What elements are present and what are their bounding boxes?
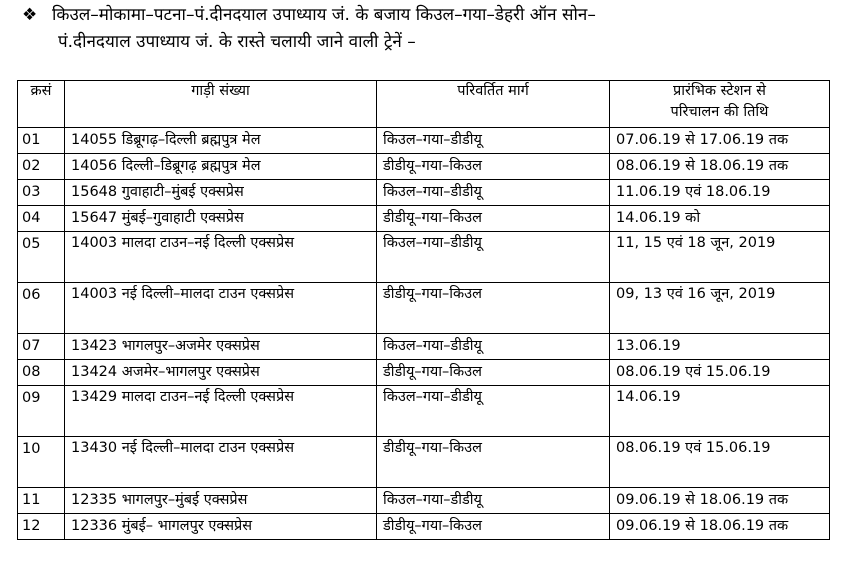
header-serial: क्रसं (18, 81, 65, 128)
train-name: 13430 नई दिल्ली–मालदा टाउन एक्सप्रेस (65, 437, 377, 488)
table-row (18, 437, 830, 488)
run-date: 09.06.19 से 18.06.19 तक (610, 488, 830, 514)
heading-text-1: किउल–मोकामा–पटना–पं.दीनदयाल उपाध्याय जं. के बजाय किउल–गया–डेहरी ऑन सोन– (52, 5, 596, 25)
row-number: 05 (18, 232, 65, 283)
run-date: 11, 15 एवं 18 जून, 2019 (610, 232, 830, 283)
header-date-line-1: प्रारंभिक स्टेशन से (673, 83, 766, 99)
train-name: 13429 मालदा टाउन–नई दिल्ली एक्सप्रेस (65, 386, 377, 437)
run-date: 14.06.19 को (610, 206, 830, 232)
row-number: 09 (18, 386, 65, 437)
train-diversion-table (17, 80, 830, 540)
table-row (18, 154, 830, 180)
table-row (18, 386, 830, 437)
table-row (18, 232, 830, 283)
train-name: 14055 डिब्रूगढ़–दिल्ली ब्रह्मपुत्र मेल (65, 128, 377, 154)
train-name: 14003 मालदा टाउन–नई दिल्ली एक्सप्रेस (65, 232, 377, 283)
train-name: 14056 दिल्ली–डिब्रूगढ़ ब्रह्मपुत्र मेल (65, 154, 377, 180)
run-date: 11.06.19 एवं 18.06.19 (610, 180, 830, 206)
heading-line-1 (22, 2, 838, 29)
run-date: 14.06.19 (610, 386, 830, 437)
row-number: 01 (18, 128, 65, 154)
table-row (18, 514, 830, 540)
train-name: 15647 मुंबई–गुवाहाटी एक्सप्रेस (65, 206, 377, 232)
table-row (18, 488, 830, 514)
diverted-route: डीडीयू–गया–किउल (377, 514, 610, 540)
run-date: 09.06.19 से 18.06.19 तक (610, 514, 830, 540)
diverted-route: किउल–गया–डीडीयू (377, 232, 610, 283)
row-number: 03 (18, 180, 65, 206)
row-number: 07 (18, 334, 65, 360)
train-name: 12336 मुंबई– भागलपुर एक्सप्रेस (65, 514, 377, 540)
header-train: गाड़ी संख्या (65, 81, 377, 128)
row-number: 02 (18, 154, 65, 180)
train-name: 13423 भागलपुर–अजमेर एक्सप्रेस (65, 334, 377, 360)
header-date-line-2: परिचालन की तिथि (670, 104, 769, 120)
table-row (18, 334, 830, 360)
header-route: परिवर्तित मार्ग (377, 81, 610, 128)
row-number: 04 (18, 206, 65, 232)
run-date: 08.06.19 एवं 15.06.19 (610, 360, 830, 386)
heading-line-2: पं.दीनदयाल उपाध्याय जं. के रास्ते चलायी जाने वाली ट्रेनें – (58, 32, 416, 52)
diverted-route: किउल–गया–डीडीयू (377, 386, 610, 437)
notice-heading (22, 2, 838, 56)
row-number: 12 (18, 514, 65, 540)
run-date: 09, 13 एवं 16 जून, 2019 (610, 283, 830, 334)
header-date (610, 81, 830, 128)
train-name: 14003 नई दिल्ली–मालदा टाउन एक्सप्रेस (65, 283, 377, 334)
diverted-route: डीडीयू–गया–किउल (377, 206, 610, 232)
diverted-route: डीडीयू–गया–किउल (377, 154, 610, 180)
row-number: 10 (18, 437, 65, 488)
diverted-route: किउल–गया–डीडीयू (377, 488, 610, 514)
run-date: 08.06.19 से 18.06.19 तक (610, 154, 830, 180)
diamond-bullet-icon: ❖ (22, 5, 38, 25)
table-row (18, 206, 830, 232)
diverted-route: किउल–गया–डीडीयू (377, 128, 610, 154)
diverted-route: डीडीयू–गया–किउल (377, 360, 610, 386)
diverted-route: किउल–गया–डीडीयू (377, 334, 610, 360)
table-row (18, 180, 830, 206)
train-name: 15648 गुवाहाटी–मुंबई एक्सप्रेस (65, 180, 377, 206)
diverted-route: किउल–गया–डीडीयू (377, 180, 610, 206)
row-number: 06 (18, 283, 65, 334)
run-date: 07.06.19 से 17.06.19 तक (610, 128, 830, 154)
diverted-route: डीडीयू–गया–किउल (377, 283, 610, 334)
train-name: 13424 अजमेर–भागलपुर एक्सप्रेस (65, 360, 377, 386)
train-name: 12335 भागलपुर–मुंबई एक्सप्रेस (65, 488, 377, 514)
row-number: 11 (18, 488, 65, 514)
table-row (18, 128, 830, 154)
diverted-route: डीडीयू–गया–किउल (377, 437, 610, 488)
run-date: 08.06.19 एवं 15.06.19 (610, 437, 830, 488)
row-number: 08 (18, 360, 65, 386)
table-row (18, 283, 830, 334)
table-header-row (18, 81, 830, 128)
run-date: 13.06.19 (610, 334, 830, 360)
table-row (18, 360, 830, 386)
